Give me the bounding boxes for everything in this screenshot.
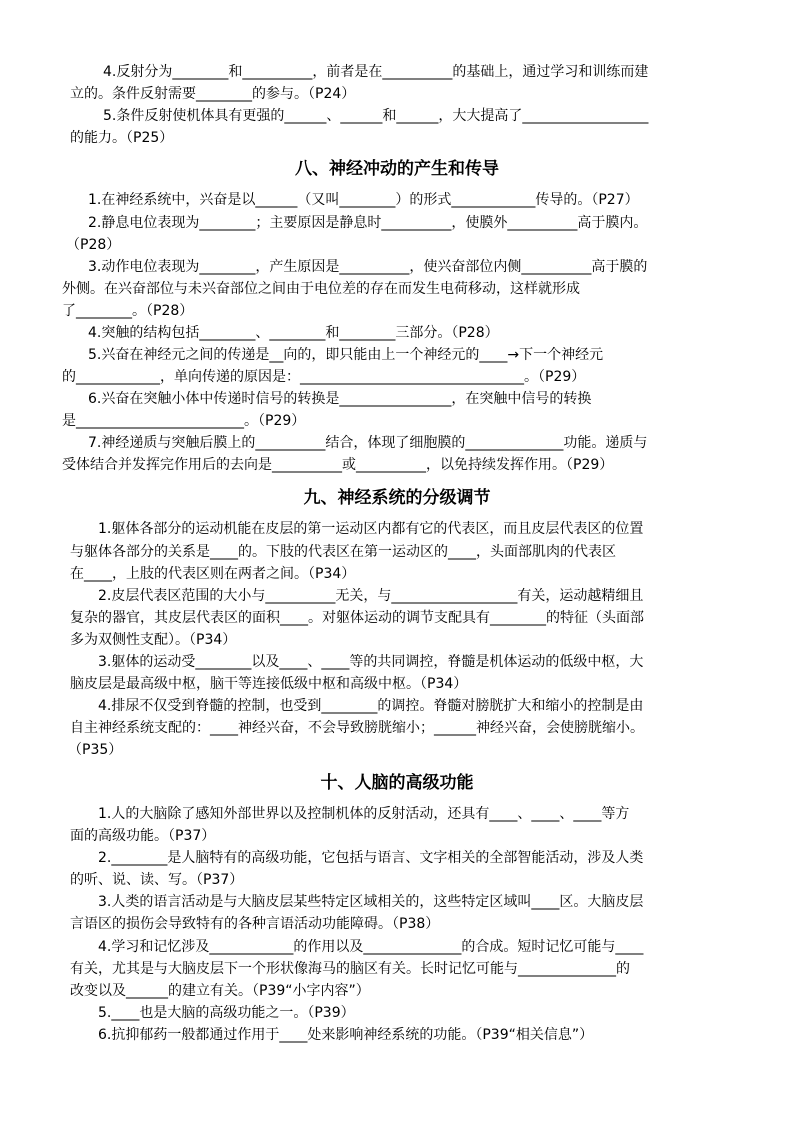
question-line: 脑皮层是最高级中枢，脑干等连接低级中枢和高级中枢。（P34） [70, 676, 468, 692]
question-line: 是________________________。（P29） [62, 413, 306, 429]
question-line: 的____________，单向传递的原因是：________________________________。（P29） [62, 369, 586, 385]
question-line: （P28） [66, 237, 121, 253]
question-line: 2.皮层代表区范围的大小与__________无关，与__________________有关，运动越精细且 [98, 588, 644, 604]
question-line: 2.________是人脑特有的高级功能，它包括与语言、文字相关的全部智能活动，涉及人类 [98, 850, 644, 866]
question-line: 5.兴奋在神经元之间的传递是__向的，即只能由上一个神经元的____→下一个神经元 [88, 347, 604, 363]
question-line: 5.____也是大脑的高级功能之一。（P39） [98, 1005, 355, 1021]
question-line: 1.人的大脑除了感知外部世界以及控制机体的反射活动，还具有____、____、____等方 [98, 806, 630, 822]
question-line: 与躯体各部分的关系是____的。下肢的代表区在第一运动区的____，头面部肌肉的代表区 [70, 544, 616, 560]
question-line: 2.静息电位表现为________；主要原因是静息时__________，使膜外__________高于膜内。 [88, 215, 648, 231]
question-line: 6.兴奋在突触小体中传递时信号的转换是________________，在突触中信号的转换 [88, 391, 592, 407]
question-line: 4.反射分为________和__________，前者是在__________的基础上，通过学习和训练而建 [103, 64, 649, 80]
question-line: 4.学习和记忆涉及____________的作用以及______________的合成。短时记忆可能与____ [98, 939, 644, 955]
question-line: 4.突触的结构包括________、________和________三部分。（P28） [88, 325, 499, 341]
question-line: 多为双侧性支配）。（P34） [70, 632, 237, 648]
section-heading: 八、神经冲动的产生和传导 [295, 159, 499, 179]
question-line: 有关，尤其是与大脑皮层下一个形状像海马的脑区有关。长时记忆可能与______________的 [70, 961, 630, 977]
question-line: 立的。条件反射需要________的参与。（P24） [70, 86, 356, 102]
question-line: 5.条件反射使机体具有更强的______、______和______，大大提高了__________________ [103, 108, 649, 124]
section-heading: 十、人脑的高级功能 [320, 773, 474, 793]
question-line: 改变以及______的建立有关。（P39“小字内容”） [70, 983, 370, 999]
question-line: 自主神经系统支配的：____神经兴奋，不会导致膀胱缩小；______神经兴奋，会使膀胱缩小。 [70, 720, 644, 736]
question-line: 复杂的器官，其皮层代表区的面积____。对躯体运动的调节支配具有________的特征（头面部 [70, 610, 644, 626]
question-line: 外侧。在兴奋部位与未兴奋部位之间由于电位差的存在而发生电荷移动，这样就形成 [62, 281, 580, 297]
question-line: 面的高级功能。（P37） [70, 828, 216, 844]
question-line: 3.躯体的运动受________以及____、____等的共同调控，脊髓是机体运动的低级中枢，大 [98, 654, 644, 670]
question-line: 3.人类的语言活动是与大脑皮层某些特定区域相关的，这些特定区域叫____区。大脑皮层 [98, 894, 644, 910]
question-line: 1.躯体各部分的运动机能在皮层的第一运动区内都有它的代表区，而且皮层代表区的位置 [98, 521, 644, 537]
question-line: 在____，上肢的代表区则在两者之间。（P34） [70, 566, 356, 582]
question-line: 的听、说、读、写。（P37） [70, 872, 244, 888]
question-line: 了________。（P28） [62, 303, 194, 319]
question-line: 3.动作电位表现为________，产生原因是__________，使兴奋部位内侧__________高于膜的 [88, 259, 648, 275]
section-heading: 九、神经系统的分级调节 [303, 488, 491, 508]
question-line: 1.在神经系统中，兴奋是以______（又叫________）的形式____________传导的。（P27） [88, 192, 639, 208]
question-line: （P35） [68, 742, 123, 758]
question-line: 6.抗抑郁药一般都通过作用于____处来影响神经系统的功能。（P39“相关信息”） [98, 1027, 594, 1043]
question-line: 受体结合并发挥完作用后的去向是__________或__________，以免持续发挥作用。（P29） [62, 457, 614, 473]
question-line: 言语区的损伤会导致特有的各种言语活动功能障碍。（P38） [70, 916, 440, 932]
question-line: 的能力。（P25） [70, 130, 174, 146]
question-line: 4.排尿不仅受到脊髓的控制，也受到________的调控。脊髓对膀胱扩大和缩小的控制是由 [98, 698, 644, 714]
question-line: 7.神经递质与突触后膜上的__________结合，体现了细胞膜的______________功能。递质与 [88, 435, 648, 451]
